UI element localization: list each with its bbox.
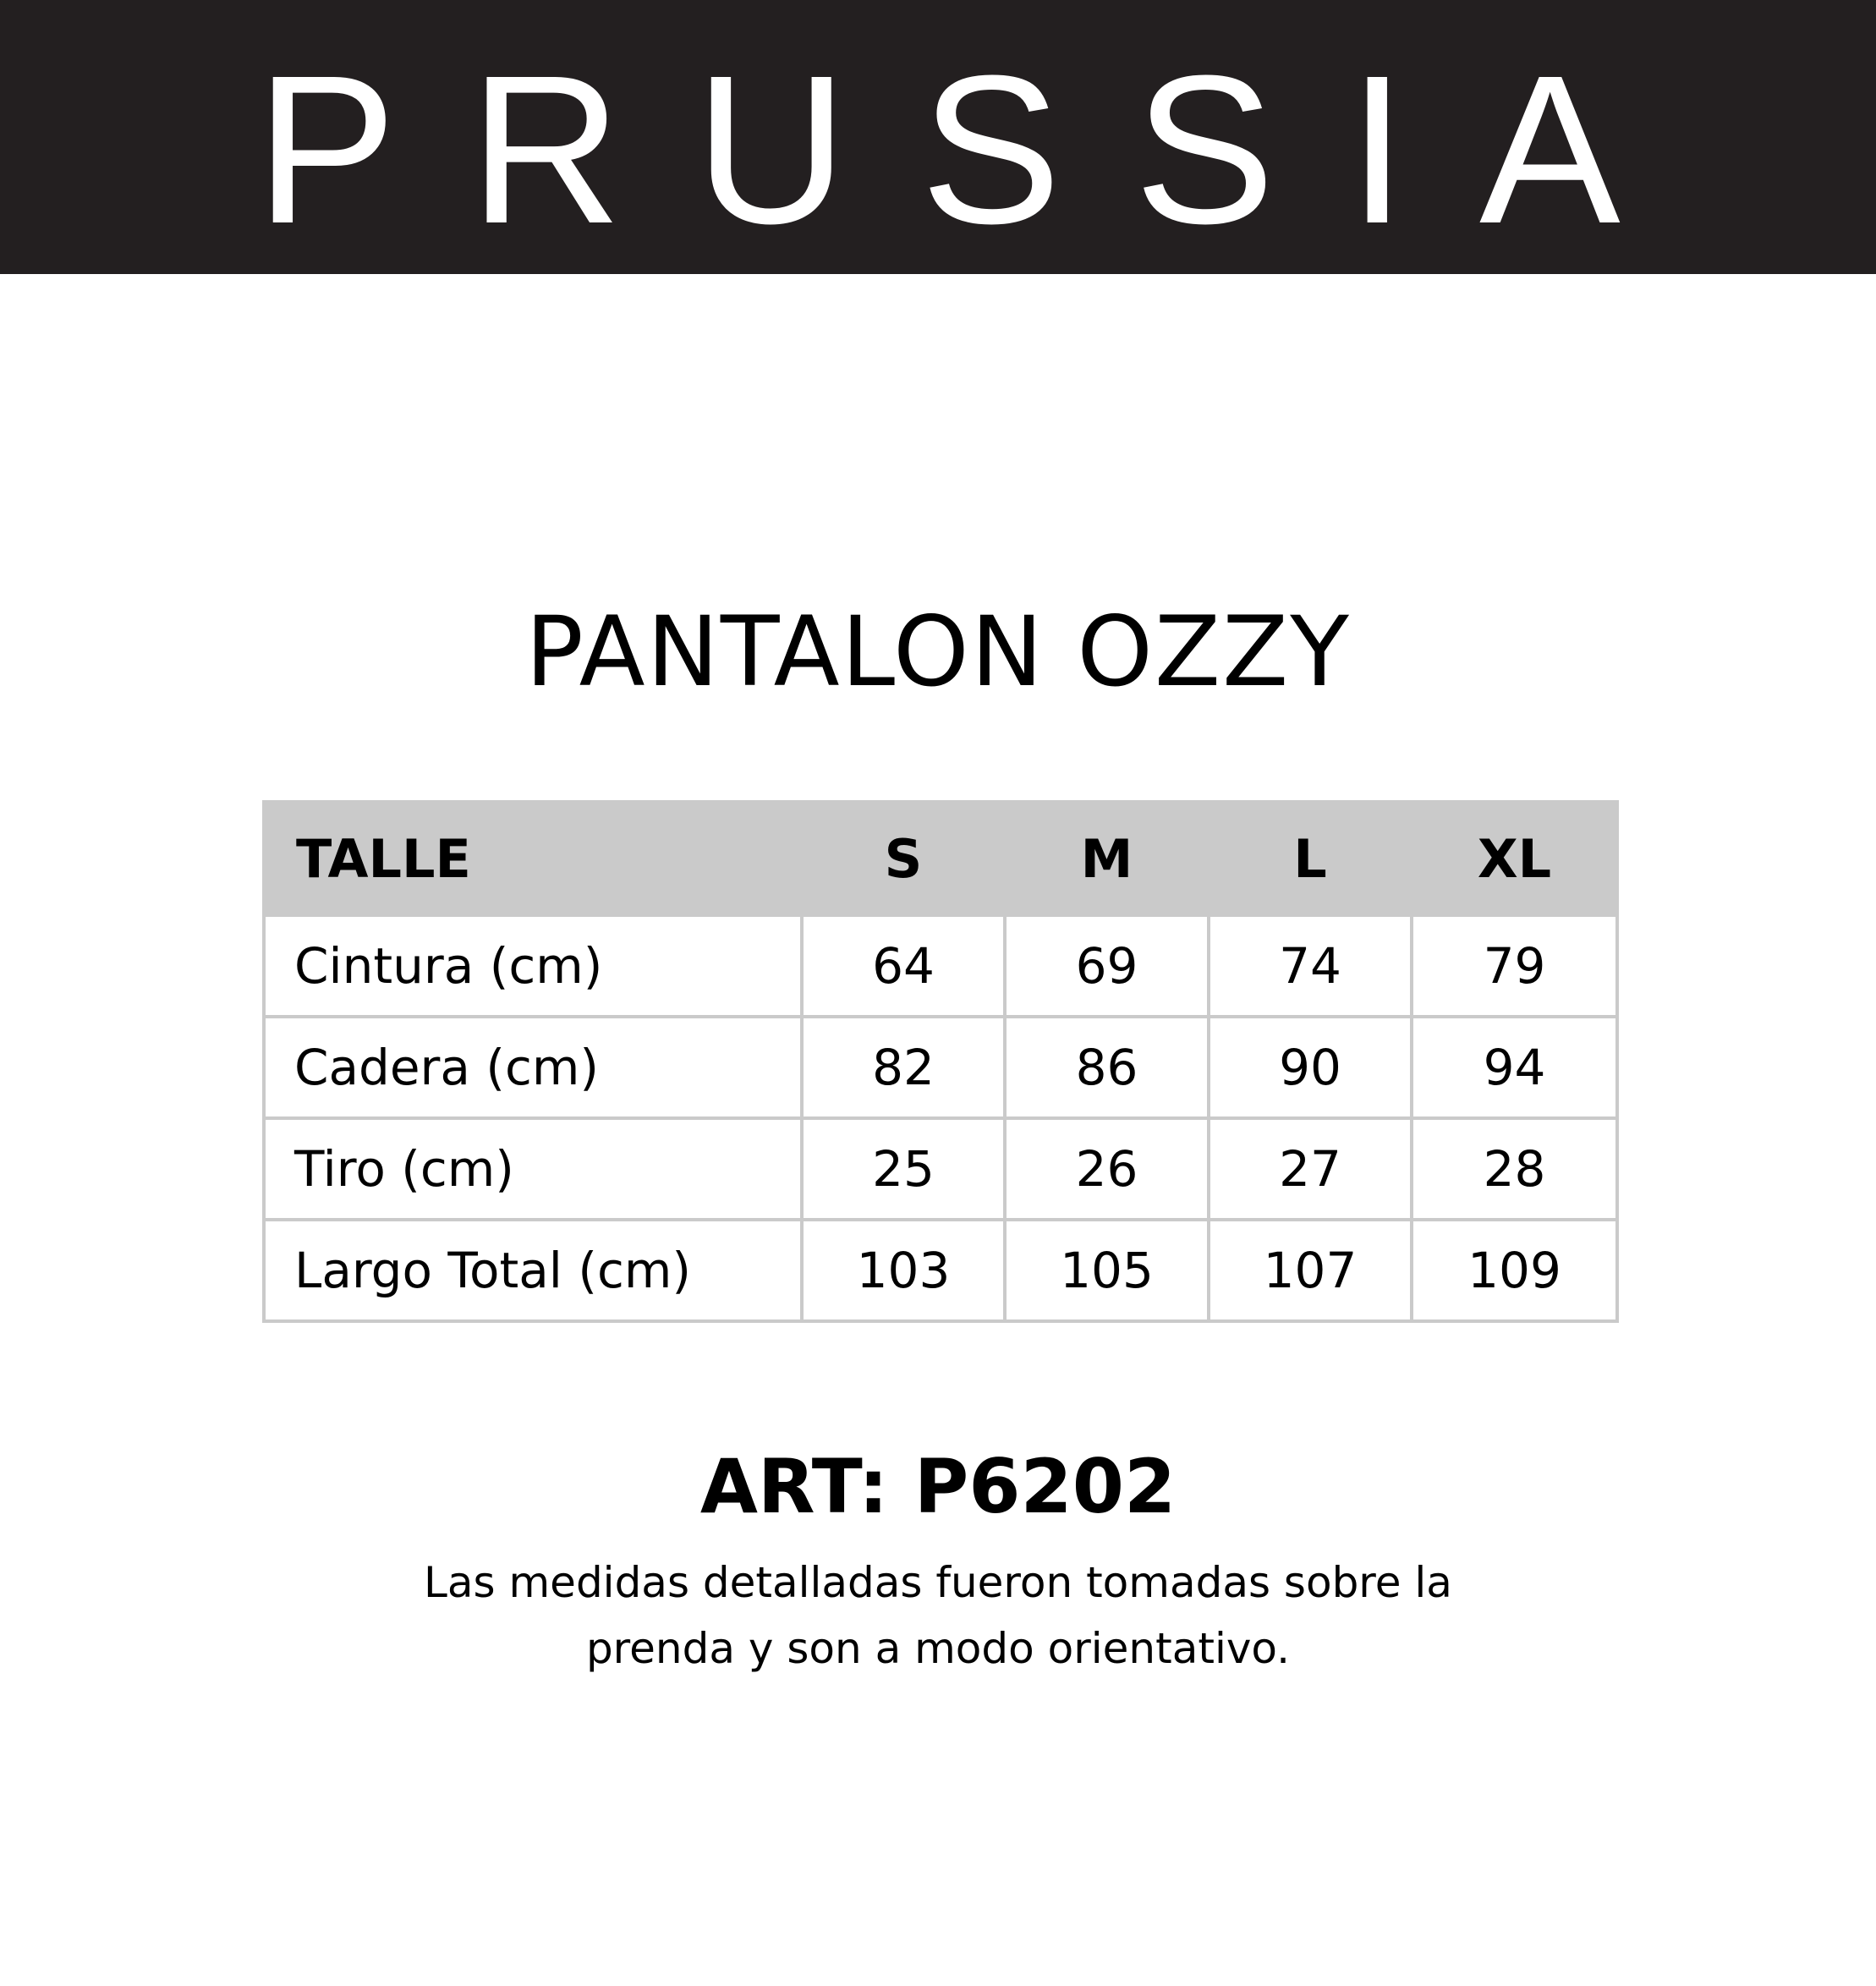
row-label: Cadera (cm) (264, 1017, 802, 1118)
brand-logo: PRUSSIA (255, 31, 1693, 267)
size-chart-table (262, 800, 1619, 1323)
row-label: Cintura (cm) (264, 915, 802, 1017)
row-label: Largo Total (cm) (264, 1220, 802, 1321)
header-size-s: S (802, 802, 1005, 915)
table-cell: 103 (802, 1220, 1005, 1321)
table-cell: 94 (1412, 1017, 1617, 1118)
row-label: Tiro (cm) (264, 1118, 802, 1220)
table-cell: 109 (1412, 1220, 1617, 1321)
table-row-cintura (264, 915, 1617, 1017)
header-size-m: M (1005, 802, 1209, 915)
table-cell: 86 (1005, 1017, 1209, 1118)
table-cell: 25 (802, 1118, 1005, 1220)
header-size-xl: XL (1412, 802, 1617, 915)
header-size-l: L (1209, 802, 1412, 915)
table-cell: 74 (1209, 915, 1412, 1017)
table-cell: 28 (1412, 1118, 1617, 1220)
table-header-row (264, 802, 1617, 915)
table-cell: 105 (1005, 1220, 1209, 1321)
table-cell: 69 (1005, 915, 1209, 1017)
table-cell: 90 (1209, 1017, 1412, 1118)
table-cell: 107 (1209, 1220, 1412, 1321)
measurement-note: Las medidas detalladas fueron tomadas sobre la prenda y son a modo orientativo. (424, 1558, 1452, 1673)
brand-header-bar (0, 0, 1876, 274)
table-cell: 26 (1005, 1118, 1209, 1220)
table-cell: 64 (802, 915, 1005, 1017)
table-cell: 27 (1209, 1118, 1412, 1220)
header-size-label: TALLE (264, 802, 802, 915)
table-cell: 79 (1412, 915, 1617, 1017)
article-code: ART: P6202 (699, 1443, 1177, 1530)
table-row-largo-total (264, 1220, 1617, 1321)
table-cell: 82 (802, 1017, 1005, 1118)
table-row-cadera (264, 1017, 1617, 1118)
product-title: PANTALON OZZY (525, 595, 1351, 708)
table-row-tiro (264, 1118, 1617, 1220)
